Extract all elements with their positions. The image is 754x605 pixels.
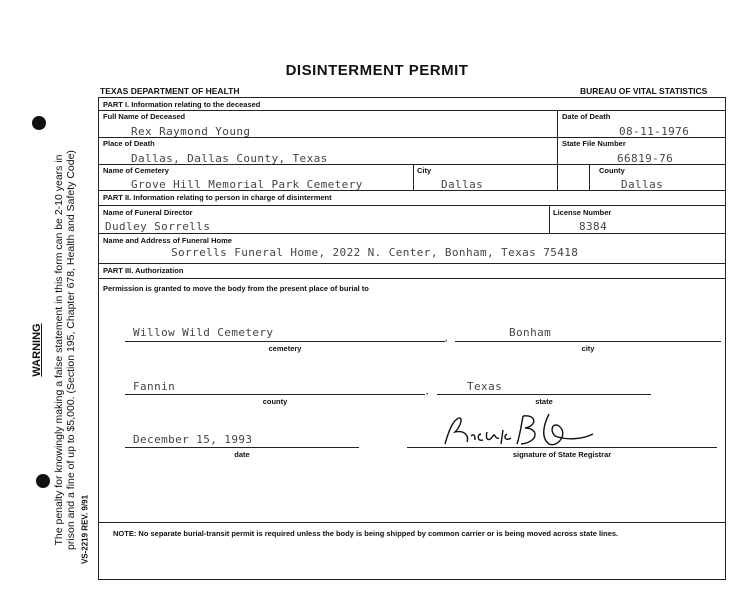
state-caption: state — [535, 397, 553, 406]
divider — [99, 110, 725, 111]
full-name-value: Rex Raymond Young — [131, 125, 251, 138]
date-of-death-label: Date of Death — [562, 112, 611, 121]
license-label: License Number — [553, 208, 612, 217]
director-label: Name of Funeral Director — [103, 208, 193, 217]
city-value: Dallas — [441, 178, 484, 191]
full-name-label: Full Name of Deceased — [103, 112, 186, 121]
signature-line — [407, 447, 717, 448]
city-caption: city — [581, 344, 595, 353]
divider — [99, 263, 725, 264]
state-file-label: State File Number — [562, 139, 626, 148]
cemetery-value: Grove Hill Memorial Park Cemetery — [131, 178, 363, 191]
agency-name: TEXAS DEPARTMENT OF HEALTH — [100, 86, 240, 96]
city-line — [455, 341, 721, 342]
county-caption: county — [262, 397, 288, 406]
registrar-signature — [437, 410, 607, 452]
bureau-name: BUREAU OF VITAL STATISTICS — [580, 86, 708, 96]
divider — [589, 164, 590, 190]
warning-line-2: prison and a fine of up to $5,000. (Section 195, Chapter 678, Health and Safety Code) — [65, 150, 77, 550]
signature-caption: signature of State Registrar — [512, 450, 612, 459]
comma-separator: , — [426, 387, 429, 396]
form-number: VS-2219 REV. 9/91 — [80, 494, 90, 565]
cemetery-label: Name of Cemetery — [103, 166, 169, 175]
divider — [413, 164, 414, 190]
dest-county-value: Fannin — [133, 380, 176, 393]
county-value: Dallas — [621, 178, 664, 191]
part1-heading: PART I. Information relating to the deceased — [103, 100, 261, 109]
place-of-death-value: Dallas, Dallas County, Texas — [131, 152, 328, 165]
divider — [549, 205, 550, 233]
city-label: City — [417, 166, 432, 175]
state-file-value: 66819-76 — [617, 152, 674, 165]
place-of-death-label: Place of Death — [103, 139, 155, 148]
date-line — [125, 447, 359, 448]
permit-date-value: December 15, 1993 — [133, 433, 253, 446]
date-caption: date — [234, 450, 250, 459]
permit-form — [98, 97, 726, 580]
cemetery-caption: cemetery — [268, 344, 302, 353]
divider — [99, 164, 725, 165]
divider — [99, 137, 725, 138]
document-title: DISINTERMENT PERMIT — [285, 62, 469, 79]
part3-heading: PART III. Authorization — [103, 266, 184, 275]
dest-city-value: Bonham — [509, 326, 552, 339]
cemetery-line — [125, 341, 445, 342]
punch-hole-icon — [36, 474, 50, 488]
divider — [99, 233, 725, 234]
date-of-death-value: 08-11-1976 — [619, 125, 690, 138]
divider — [557, 110, 558, 190]
state-line — [437, 394, 651, 395]
director-value: Dudley Sorrells — [105, 220, 211, 233]
part2-heading: PART II. Information relating to person in charge of disinterment — [103, 193, 332, 202]
county-label: County — [599, 166, 625, 175]
warning-line-1: The penalty for knowingly making a false statement in this form can be 2-10 years in — [53, 154, 65, 546]
dest-cemetery-value: Willow Wild Cemetery — [133, 326, 274, 339]
dest-state-value: Texas — [467, 380, 503, 393]
permission-text: Permission is granted to move the body from the present place of burial to — [103, 284, 369, 293]
home-label: Name and Address of Funeral Home — [103, 236, 232, 245]
transit-note: NOTE: No separate burial-transit permit is required unless the body is being shipped by common carrier or is being moved across state lines. — [113, 529, 619, 538]
divider — [99, 522, 725, 523]
county-line — [125, 394, 425, 395]
home-value: Sorrells Funeral Home, 2022 N. Center, Bonham, Texas 75418 — [171, 246, 579, 259]
divider — [99, 278, 725, 279]
warning-block — [31, 110, 77, 590]
divider — [99, 205, 725, 206]
license-value: 8384 — [579, 220, 608, 233]
divider — [99, 190, 725, 191]
comma-separator: , — [445, 334, 448, 343]
punch-hole-icon — [32, 116, 46, 130]
warning-heading: WARNING — [31, 323, 43, 377]
